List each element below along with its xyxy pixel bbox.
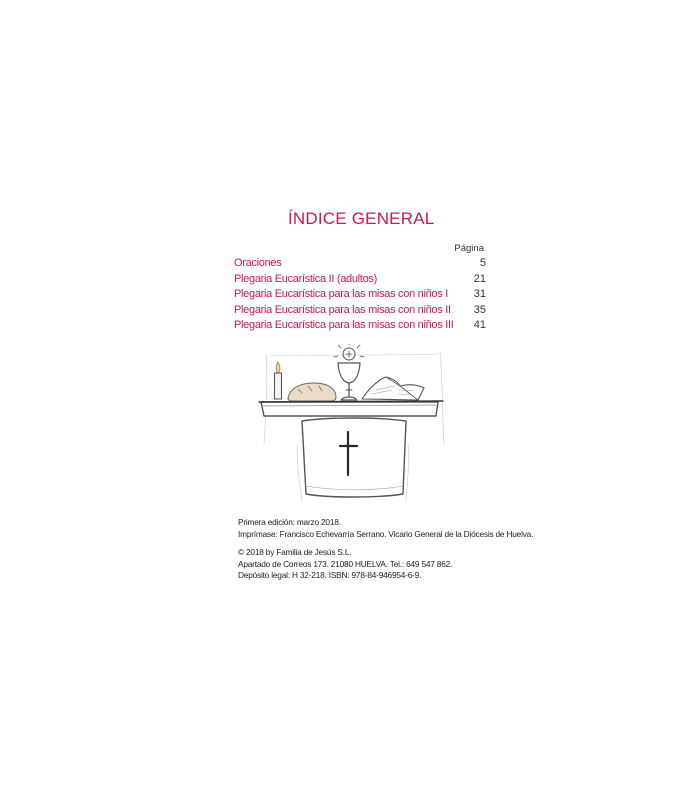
toc-entry-page: 21 — [473, 272, 486, 285]
copyright-line: © 2018 by Familia de Jesús S.L. — [238, 547, 352, 557]
imprimatur-note: Imprímase: Francisco Echevarría Serrano. Vicario General de la Diócesis de Huelva. — [238, 529, 534, 539]
toc-entry-label: Plegaria Eucarística para las misas con niños III — [234, 319, 454, 331]
address-line: Apartado de Correos 173. 21080 HUELVA. Tel.: 649 547 862. — [238, 558, 453, 569]
toc-entry-plegaria-ninos-3[interactable] — [234, 319, 486, 335]
bread-icon — [288, 383, 336, 401]
toc-entry-plegaria-ninos-2[interactable] — [234, 304, 486, 320]
page-column-header: Página — [454, 243, 484, 254]
toc-entry-page: 5 — [479, 257, 486, 269]
index-title: ÍNDICE GENERAL — [288, 209, 435, 228]
colophon — [238, 517, 534, 582]
toc-entry-label: Plegaria Eucarística para las misas con niños II — [234, 303, 451, 316]
toc-entry-plegaria-adultos[interactable] — [234, 273, 486, 289]
toc-entry-page: 31 — [473, 288, 486, 300]
toc-entry-page: 41 — [473, 319, 486, 331]
altar-base — [302, 418, 406, 497]
toc-entry-page: 35 — [473, 303, 486, 316]
edition-note: Primera edición: marzo 2018. — [238, 517, 341, 527]
altar-table — [259, 401, 443, 416]
toc-entry-label: Plegaria Eucarística para las misas con niños I — [234, 288, 448, 300]
candle-icon — [275, 362, 282, 399]
table-of-contents — [234, 257, 486, 335]
host-icon — [334, 344, 364, 360]
toc-entry-label: Oraciones — [234, 257, 282, 269]
chalice-icon — [338, 363, 360, 400]
toc-entry-oraciones[interactable] — [234, 257, 486, 273]
legal-deposit-line: Depósito legal: H 32-218. ISBN: 978-84-946954-6-9. — [238, 570, 422, 580]
publisher-info — [238, 547, 518, 582]
toc-entry-plegaria-ninos-1[interactable] — [234, 288, 486, 304]
toc-entry-label: Plegaria Eucarística II (adultos) — [234, 272, 377, 285]
altar-illustration — [258, 344, 448, 504]
book-icon — [362, 377, 424, 400]
